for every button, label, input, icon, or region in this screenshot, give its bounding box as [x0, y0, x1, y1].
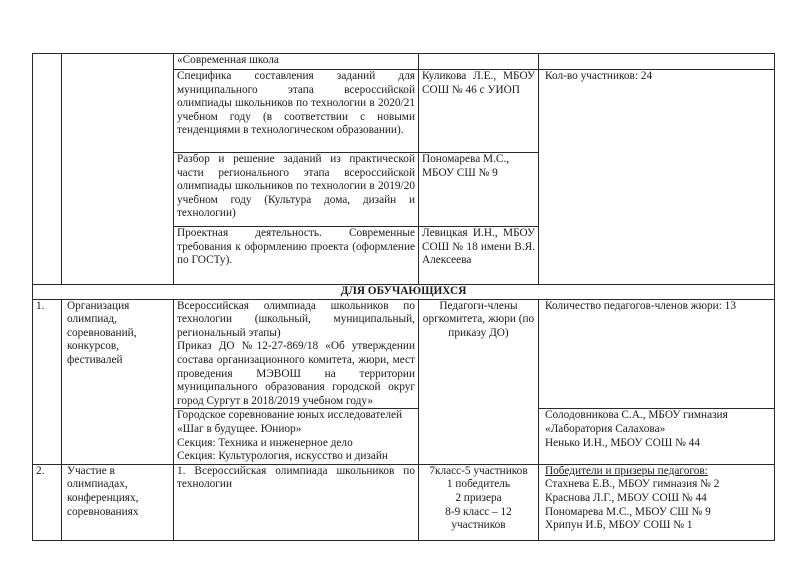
topic-cell: [174, 54, 419, 70]
event-cell: [174, 299, 419, 409]
participants-count: Кол-во участников: 24: [545, 70, 653, 82]
topic-cell: [174, 153, 419, 227]
document-table: [32, 53, 775, 541]
result-cell: [539, 464, 775, 540]
topic-text: Проектная деятельность. Современные требования к оформлению проекта (оформление по ГОСТу).: [177, 227, 415, 267]
topic-text: «Современная школа: [177, 54, 279, 66]
topic-cell: [174, 227, 419, 285]
participants-cell: [419, 464, 539, 540]
number-cell: [33, 54, 62, 285]
section-header: ДЛЯ ОБУЧАЮЩИХСЯ: [33, 285, 775, 300]
category-cell: [62, 54, 174, 285]
result-line: Солодовникова С.А., МБОУ гимназия «Лаборатория Салахова»: [545, 409, 728, 435]
result-cell: [539, 409, 775, 464]
result-heading: Победители и призеры педагогов:: [545, 464, 708, 477]
result-line: Хрипун И.Б, МБОУ СОШ № 1: [545, 519, 693, 532]
presenter-text: Куликова Л.Е., МБОУ СОШ № 46 с УИОП: [422, 70, 535, 96]
presenter-text: Левицкая И.Н., МБОУ СОШ № 18 имени В.Я. Алексеева: [422, 227, 535, 267]
result-line: Стахнева Е.В., МБОУ гимназия № 2: [545, 478, 720, 491]
result-cell: Количество педагогов-членов жюри: 13: [539, 299, 775, 409]
event-line: Секция: Техника и инженерное дело: [177, 436, 353, 449]
presenter-cell: [419, 54, 539, 70]
participants-line: 8-9 класс – 12 участников: [445, 505, 512, 532]
topic-cell: [174, 70, 419, 153]
presenter-cell: [419, 227, 539, 285]
topic-text: Разбор и решение заданий из практической части регионального этапа всероссийской олимпиады школьников по технологии в 2019/20 учебном году (Культура дома, дизайн и технологии): [177, 153, 415, 220]
result-cell: [539, 54, 775, 70]
table-row: [33, 464, 775, 540]
event-line: Городское соревнование юных исследователей «Шаг в будущее. Юниор»: [177, 409, 403, 435]
presenter-text: Пономарева М.С., МБОУ СШ № 9: [422, 153, 510, 179]
table-row: [33, 54, 775, 70]
number-cell: 1.: [33, 299, 62, 464]
result-line: Ненько И.Н., МБОУ СОШ № 44: [545, 436, 700, 449]
presenter-cell: [419, 153, 539, 227]
result-line: Краснова Л.Г., МБОУ СОШ № 44: [545, 491, 707, 504]
event-line: Секция: Культурология, искусство и дизайн: [177, 450, 388, 463]
participants-line: 1 победитель: [446, 478, 511, 491]
participants-line: 7класс-5 участников: [429, 464, 528, 477]
presenter-cell: [419, 70, 539, 153]
event-cell: [174, 409, 419, 464]
result-line: Пономарева М.С., МБОУ СШ № 9: [545, 505, 711, 518]
table-row: [33, 299, 775, 409]
order-text: Приказ ДО №12-27-869/18 «Об утверждении состава организационного комитета, жюри, мест проведения МЭВОШ на территории муниципального образования городской округ город Сургут в 2018/2019 учебном году»: [177, 340, 415, 407]
number-cell: 2.: [33, 464, 62, 540]
result-cell: [539, 70, 775, 285]
event-cell: 1. Всероссийская олимпиада школьников по технологии: [174, 464, 419, 540]
topic-text: Специфика составления заданий для муниципального этапа всероссийской олимпиады школьников по технологии в 2020/21 учебном году (в соответствии с новыми тенденциями в технологическом образовании).: [177, 70, 415, 137]
category-cell: Организация олимпиад, соревнований, конкурсов, фестивалей: [62, 299, 174, 464]
category-cell: Участие в олимпиадах, конференциях, соревнованиях: [62, 464, 174, 540]
participants-line: 2 призера: [455, 491, 502, 504]
section-header-row: [33, 285, 775, 300]
participants-cell: Педагоги-члены оргкомитета, жюри (по приказу ДО): [419, 299, 539, 464]
event-line: Всероссийская олимпиада школьников по технологии (школьный, муниципальный, региональный этапы): [177, 299, 415, 339]
